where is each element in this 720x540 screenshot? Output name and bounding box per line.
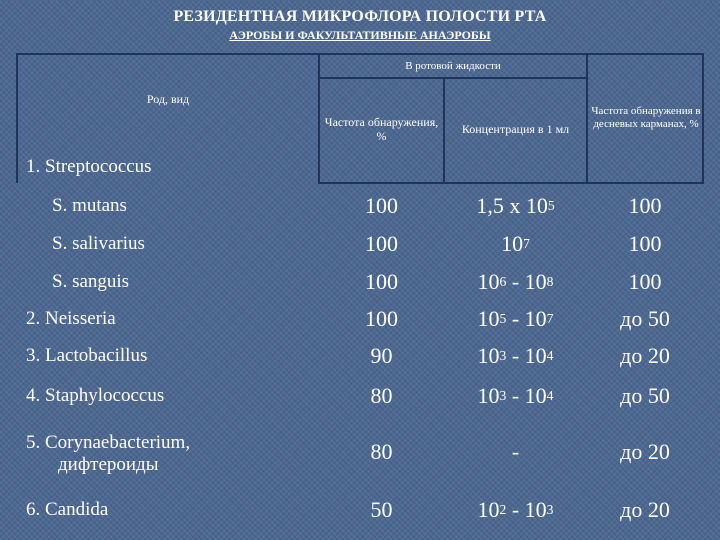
row-concentration: 10 6 - 10 8: [477, 269, 554, 295]
row-pocket-frequency: 100: [628, 193, 662, 219]
conc-separator: -: [506, 383, 525, 409]
row-concentration: 10 2 - 10 3: [477, 497, 554, 523]
row-species-name: S. salivarius: [52, 233, 145, 255]
row-pocket-frequency: 100: [628, 269, 662, 295]
page-title: РЕЗИДЕНТНАЯ МИКРОФЛОРА ПОЛОСТИ РТА: [173, 8, 547, 25]
conc-separator: -: [506, 306, 525, 332]
row-frequency: 80: [370, 439, 393, 465]
conc-base: 1,5 х 10: [476, 193, 548, 219]
row-concentration: 10 7: [501, 231, 530, 257]
conc-to: 10: [524, 497, 547, 523]
row-genus-name: 6. Candida: [26, 499, 109, 521]
conc-to: 10: [524, 343, 547, 369]
conc-base: 10: [501, 231, 524, 257]
header-frequency: Частота обнаружения, %: [324, 115, 439, 143]
row-genus-subname: дифтероиды: [58, 454, 159, 475]
row-concentration: 10 3 - 10 4: [477, 383, 554, 409]
row-pocket-frequency: до 50: [620, 306, 670, 332]
row-genus-name: 5. Corynaebacterium,: [26, 432, 191, 454]
row-concentration: 1,5 х 10 5: [476, 193, 555, 219]
row-concentration: 10 3 - 10 4: [477, 343, 554, 369]
conc-from: 10: [477, 383, 500, 409]
row-frequency: 80: [370, 383, 393, 409]
row-frequency: 90: [370, 343, 393, 369]
page-subtitle: АЭРОБЫ И ФАКУЛЬТАТИВНЫЕ АНАЭРОБЫ: [229, 28, 491, 42]
header-saliva-group: В ротовой жидкости: [405, 60, 501, 73]
row-genus-name: 3. Lactobacillus: [26, 345, 148, 367]
header-pocket-frequency: Частота обнаружения в десневых карманах, %: [591, 105, 701, 130]
row-pocket-frequency: до 20: [620, 497, 670, 523]
conc-separator: -: [506, 343, 525, 369]
row-genus-cell: [26, 424, 316, 484]
row-genus-name: 1. Streptococcus: [26, 156, 152, 178]
row-genus-name: 2. Neisseria: [26, 308, 116, 330]
row-species-name: S. sanguis: [52, 271, 130, 293]
conc-to: 10: [524, 269, 547, 295]
conc-separator: -: [506, 269, 525, 295]
row-frequency: 50: [370, 497, 393, 523]
conc-separator: -: [506, 497, 525, 523]
row-pocket-frequency: до 50: [620, 383, 670, 409]
row-frequency: 100: [365, 193, 398, 219]
conc-from: 10: [477, 497, 500, 523]
conc-to: 10: [524, 306, 547, 332]
row-genus-name: 4. Staphylococcus: [26, 385, 165, 407]
row-frequency: 100: [365, 231, 398, 257]
conc-from: 10: [477, 343, 500, 369]
conc-to: 10: [524, 383, 547, 409]
conc-from: 10: [477, 306, 500, 332]
row-concentration: -: [511, 439, 520, 465]
conc-from: 10: [477, 269, 500, 295]
row-species-name: S. mutans: [52, 195, 127, 217]
row-frequency: 100: [365, 269, 398, 295]
header-concentration: Концентрация в 1 мл: [461, 122, 570, 137]
row-pocket-frequency: 100: [628, 231, 662, 257]
row-concentration: 10 5 - 10 7: [477, 306, 554, 332]
row-frequency: 100: [365, 306, 398, 332]
row-pocket-frequency: до 20: [620, 439, 670, 465]
header-genus: Род, вид: [146, 92, 190, 107]
row-pocket-frequency: до 20: [620, 343, 670, 369]
